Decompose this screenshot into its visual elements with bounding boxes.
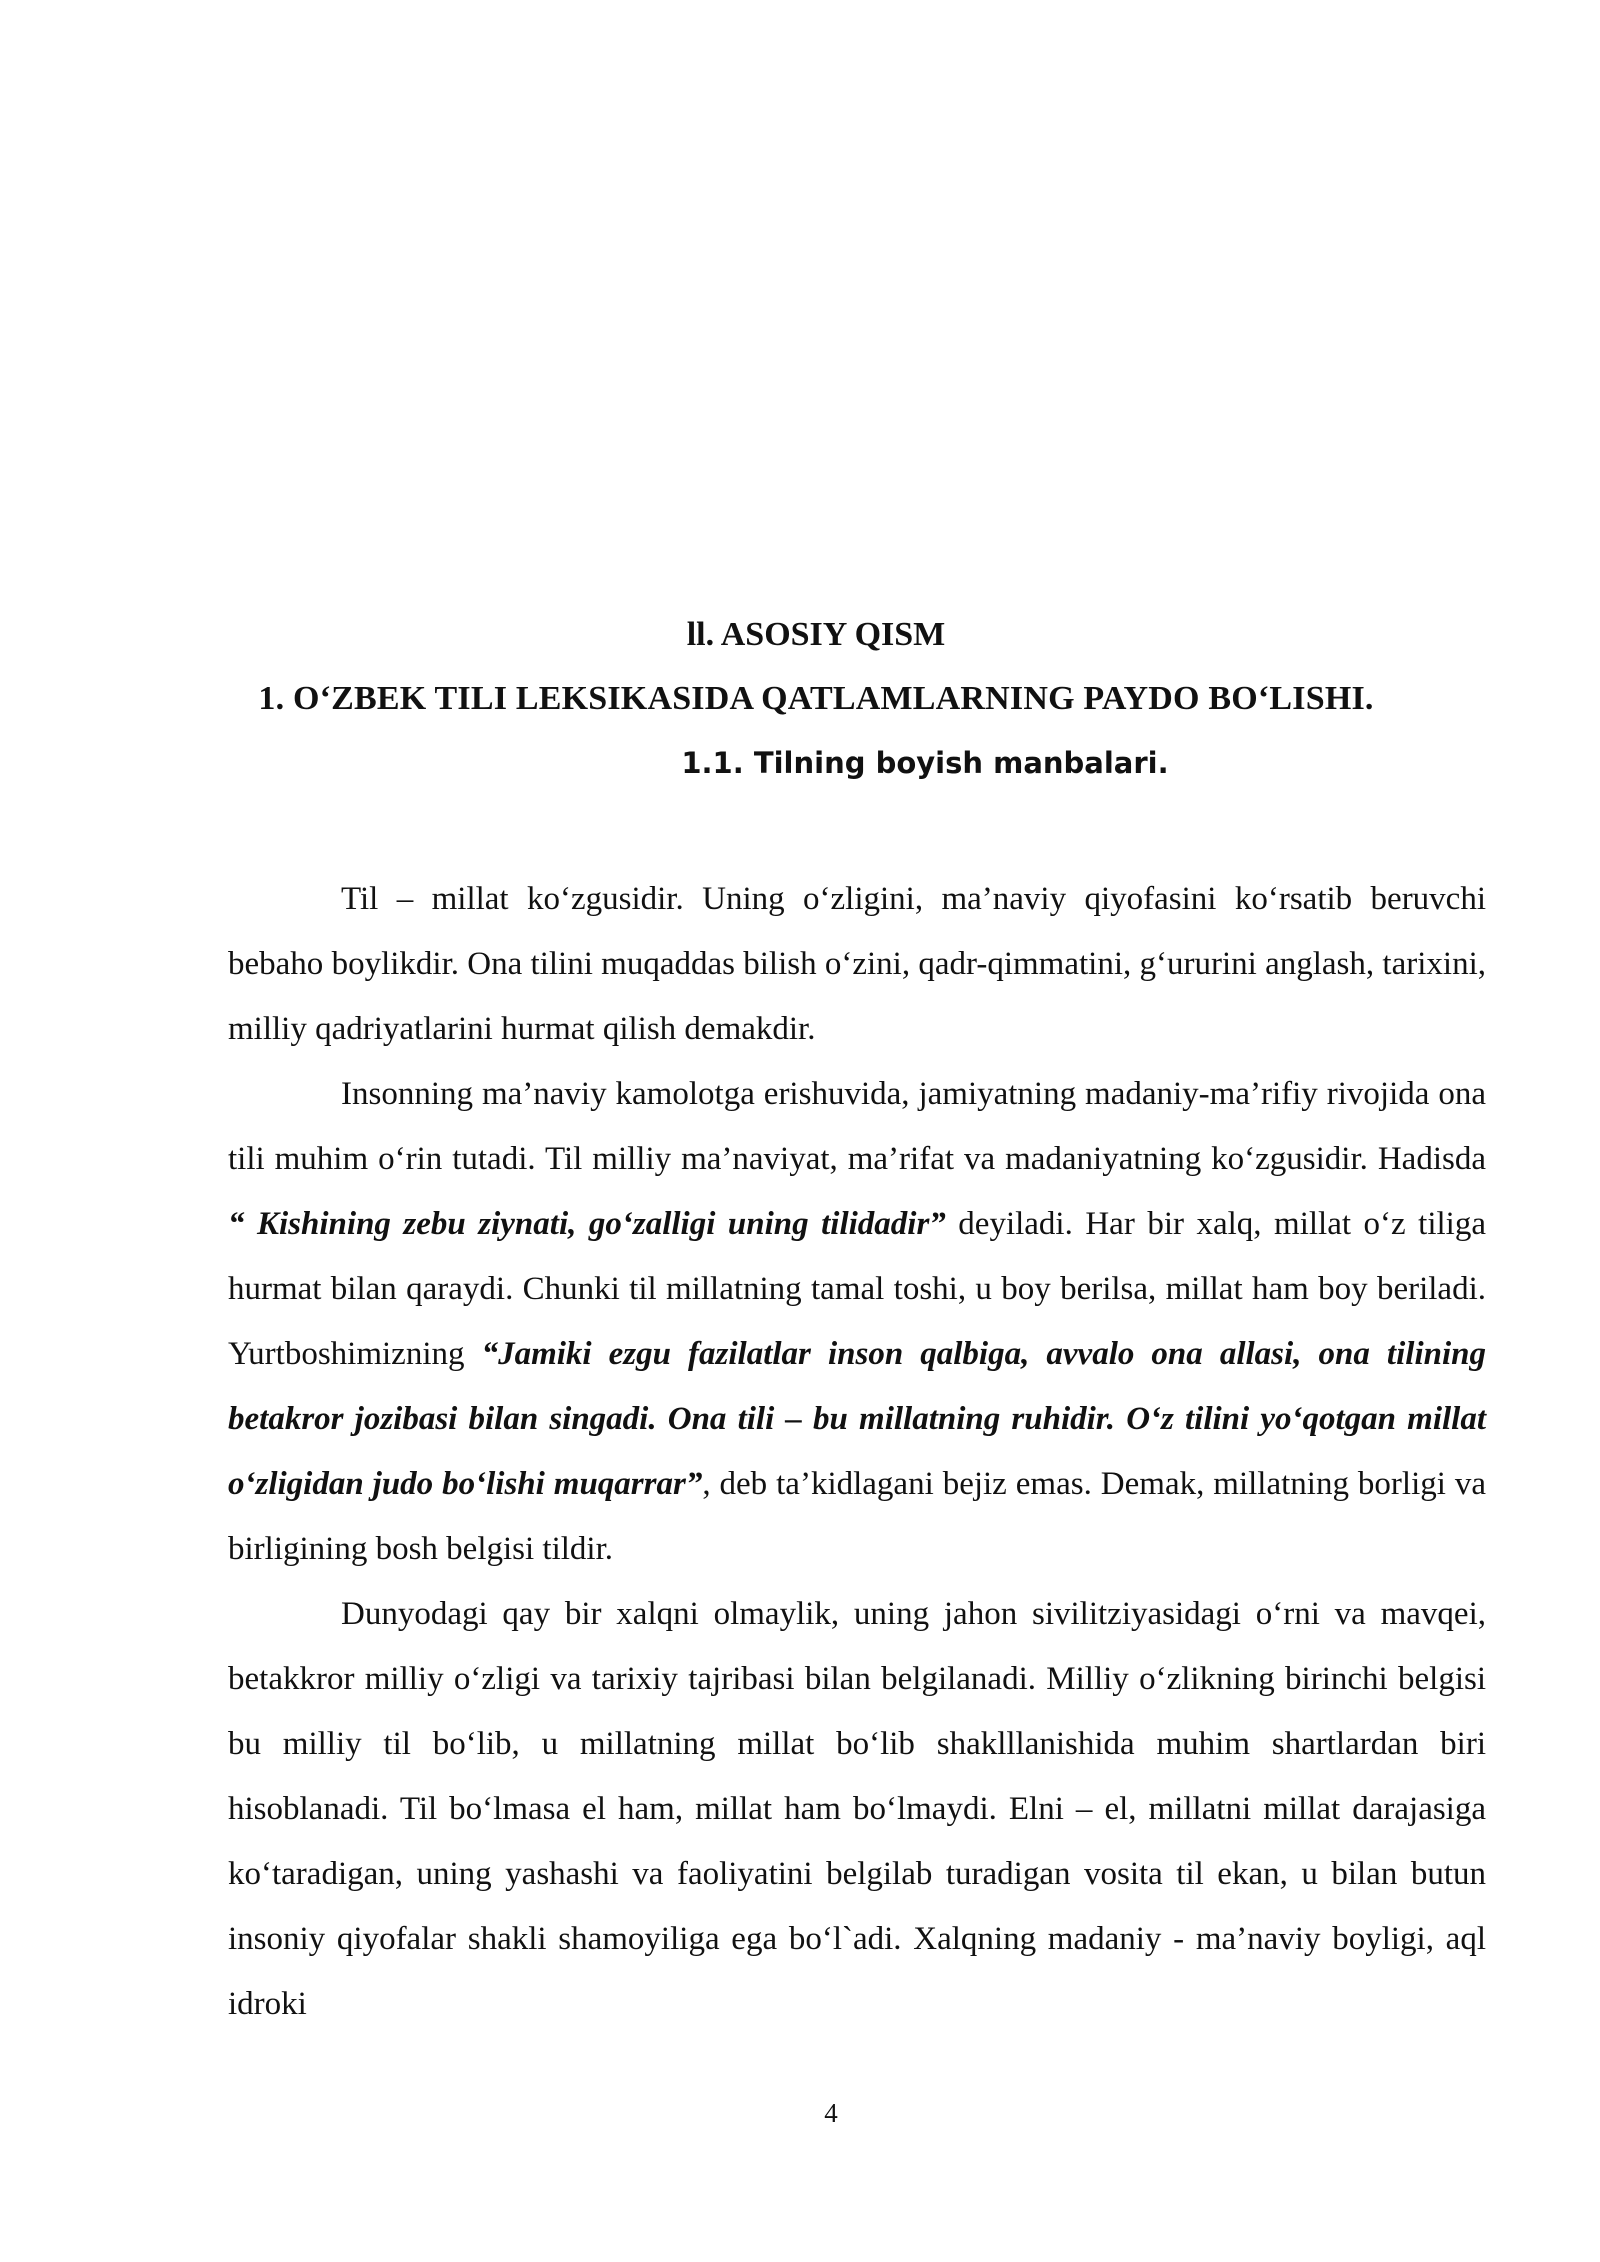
president-quote: “Jamiki ezgu fazilatlar inson qalbiga, avvalo ona allasi, ona tilining betakror jozibasi bilan singadi. Ona tili – bu millatning ruhidir. O‘z tilini yo‘qotgan millat o‘zligidan judo bo‘lishi muqarrar” (228, 1336, 1486, 1502)
heading-block (0, 603, 1600, 795)
page-number: 4 (824, 2098, 838, 2128)
part-heading: ll. ASOSIY QISM (686, 616, 946, 653)
section-heading: 1.1. Tilning boyish manbalari. (681, 746, 1169, 780)
hadith-quote: “ Kishining zebu ziynati, go‘zalligi uning tilidadir” (228, 1206, 946, 1242)
paragraph-2-text-e: , deb ta’kidlagani bejiz emas. Demak, millatning borligi va birligining bosh belgisi tildir. (228, 1466, 1487, 1567)
body-text (228, 867, 1486, 2037)
paragraph-2 (228, 1062, 1486, 1582)
chapter-heading: 1. O‘ZBEK TILI LEKSIKASIDA QATLAMLARNING PAYDO BO‘LISHI. (258, 680, 1374, 717)
paragraph-1: Til – millat ko‘zgusidir. Uning o‘zligini, ma’naviy qiyofasini ko‘rsatib beruvchi bebaho boylikdir. Ona tilini muqaddas bilish o‘zini, qadr-qimmatini, g‘ururini anglash, tarixini, milliy qadriyatlarini hurmat qilish demakdir. (228, 881, 1486, 1047)
paragraph-2-text-a: Insonning ma’naviy kamolotga erishuvida, jamiyatning madaniy-ma’rifiy rivojida ona tili muhim o‘rin tutadi. Til milliy ma’naviyat, ma’rifat va madaniyatning ko‘zgusidir. Hadisda (228, 1076, 1486, 1177)
paragraph-3: Dunyodagi qay bir xalqni olmaylik, uning jahon sivilitziyasidagi o‘rni va mavqei, betakkror milliy o‘zligi va tarixiy tajribasi bilan belgilanadi. Milliy o‘zlikning birinchi belgisi bu milliy til bo‘lib, u millatning millat bo‘lib shaklllanishida muhim shartlardan biri hisoblanadi. Til bo‘lmasa el ham, millat ham bo‘lmaydi. Elni – el, millatni millat darajasiga ko‘taradigan, uning yashashi va faoliyatini belgilab turadigan vosita til ekan, u bilan butun insoniy qiyofalar shakli shamoyiliga ega bo‘l`adi. Xalqning madaniy - ma’naviy boyligi, aql idroki (228, 1596, 1486, 2022)
paragraph-2-text-c: deyiladi. Har bir xalq, millat o‘z tiliga hurmat bilan qaraydi. Chunki til millatning tamal toshi, u boy berilsa, millat ham boy beriladi. Yurtboshimizning (228, 1206, 1487, 1372)
